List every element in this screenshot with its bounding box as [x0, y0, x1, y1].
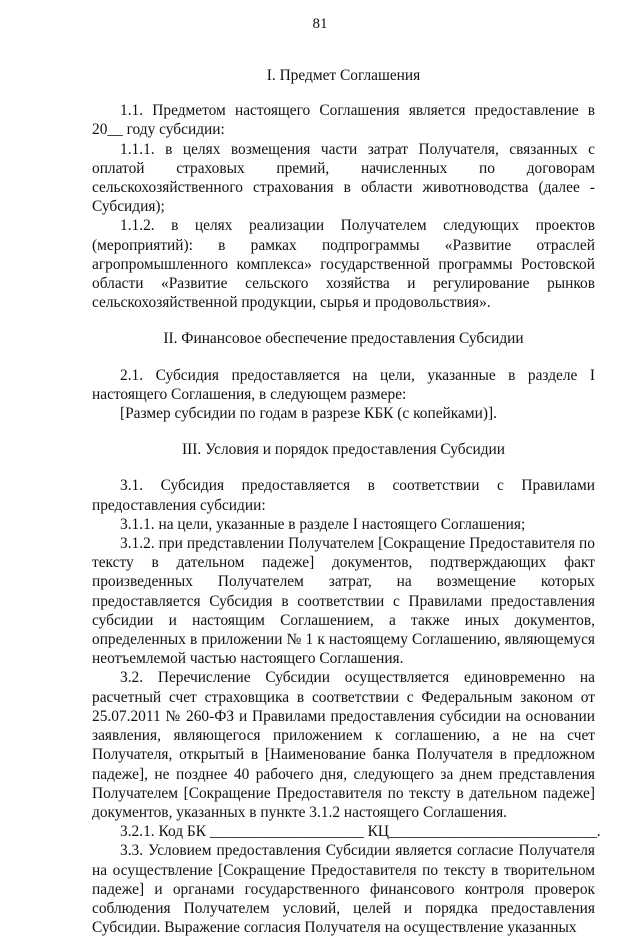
- paragraph-1-1-1: 1.1.1. в целях возмещения части затрат Получателя, связанных с оплатой страховых премий, начисленных по договорам сельскохозяйственного страхования в области животноводства (далее - Субсидия);: [92, 140, 595, 216]
- section-3-heading: III. Условия и порядок предоставления Субсидии: [182, 441, 505, 459]
- paragraph-1-1-2: 1.1.2. в целях реализации Получателем следующих проектов (мероприятий): в рамках подпрограммы «Развитие отраслей агропромышленного комплекса» государственной программы Ростовской области «Развитие сельского хозяйства и регулирование рынков сельскохозяйственной продукции, сырья и продовольствия».: [92, 217, 595, 312]
- paragraph-3-1-2: 3.1.2. при представлении Получателем [Сокращение Предоставителя по тексту в дательном падеже] документов, подтверждающих факт произведенных Получателем затрат, на возмещение которых предоставляется Субсидия в соответствии с Правилами предоставления субсидии и настоящим Соглашением, а также иных документов, определенных в приложении № 1 к настоящему Соглашению, являющемуся неотъемлемой частью настоящего Соглашения.: [92, 535, 595, 668]
- paragraph-1-1: 1.1. Предметом настоящего Соглашения является предоставление в 20__ году субсидии:: [92, 102, 595, 139]
- paragraph-2-1-amount: [Размер субсидии по годам в разрезе КБК (с копейками)].: [120, 405, 497, 423]
- paragraph-3-2: 3.2. Перечисление Субсидии осуществляется единовременно на расчетный счет страховщика в соответствии с Федеральным законом от 25.07.2011 № 260-ФЗ и Правилами предоставления субсидии на основании заявления, являющегося приложением к соглашению, а не на счет Получателя, открытый в [Наименование банка Получателя в предложном падеже], не позднее 40 рабочего дня, следующего за днем представления Получателем [Сокращение Предоставителя по тексту в дательном падеже] документов, указанных в пункте 3.1.2 настоящего Соглашения.: [92, 669, 595, 821]
- paragraph-3-1-1: 3.1.1. на цели, указанные в разделе I настоящего Соглашения;: [120, 515, 526, 533]
- paragraph-2-1: 2.1. Субсидия предоставляется на цели, указанные в разделе I настоящего Соглашения, в следующем размере:: [92, 366, 595, 403]
- section-2-heading: II. Финансовое обеспечение предоставления Субсидии: [163, 330, 524, 348]
- section-1-heading: I. Предмет Соглашения: [266, 67, 421, 84]
- page-number: 81: [312, 16, 328, 32]
- document-body: [92, 66, 601, 937]
- paragraph-3-3: 3.3. Условием предоставления Субсидии является согласие Получателя на осуществление [Сокращение Предоставителя по тексту в творительном падеже] и органами государственного финансового контроля проверок соблюдения Получателем условий, целей и порядка предоставления Субсидии. Выражение согласия Получателя на осуществление указанных: [92, 842, 595, 937]
- paragraph-3-2-1-kbk: 3.2.1. Код БК ____________________ КЦ___________________________.: [120, 823, 601, 841]
- paragraph-3-1: 3.1. Субсидия предоставляется в соответствии с Правилами предоставления субсидии:: [92, 477, 595, 514]
